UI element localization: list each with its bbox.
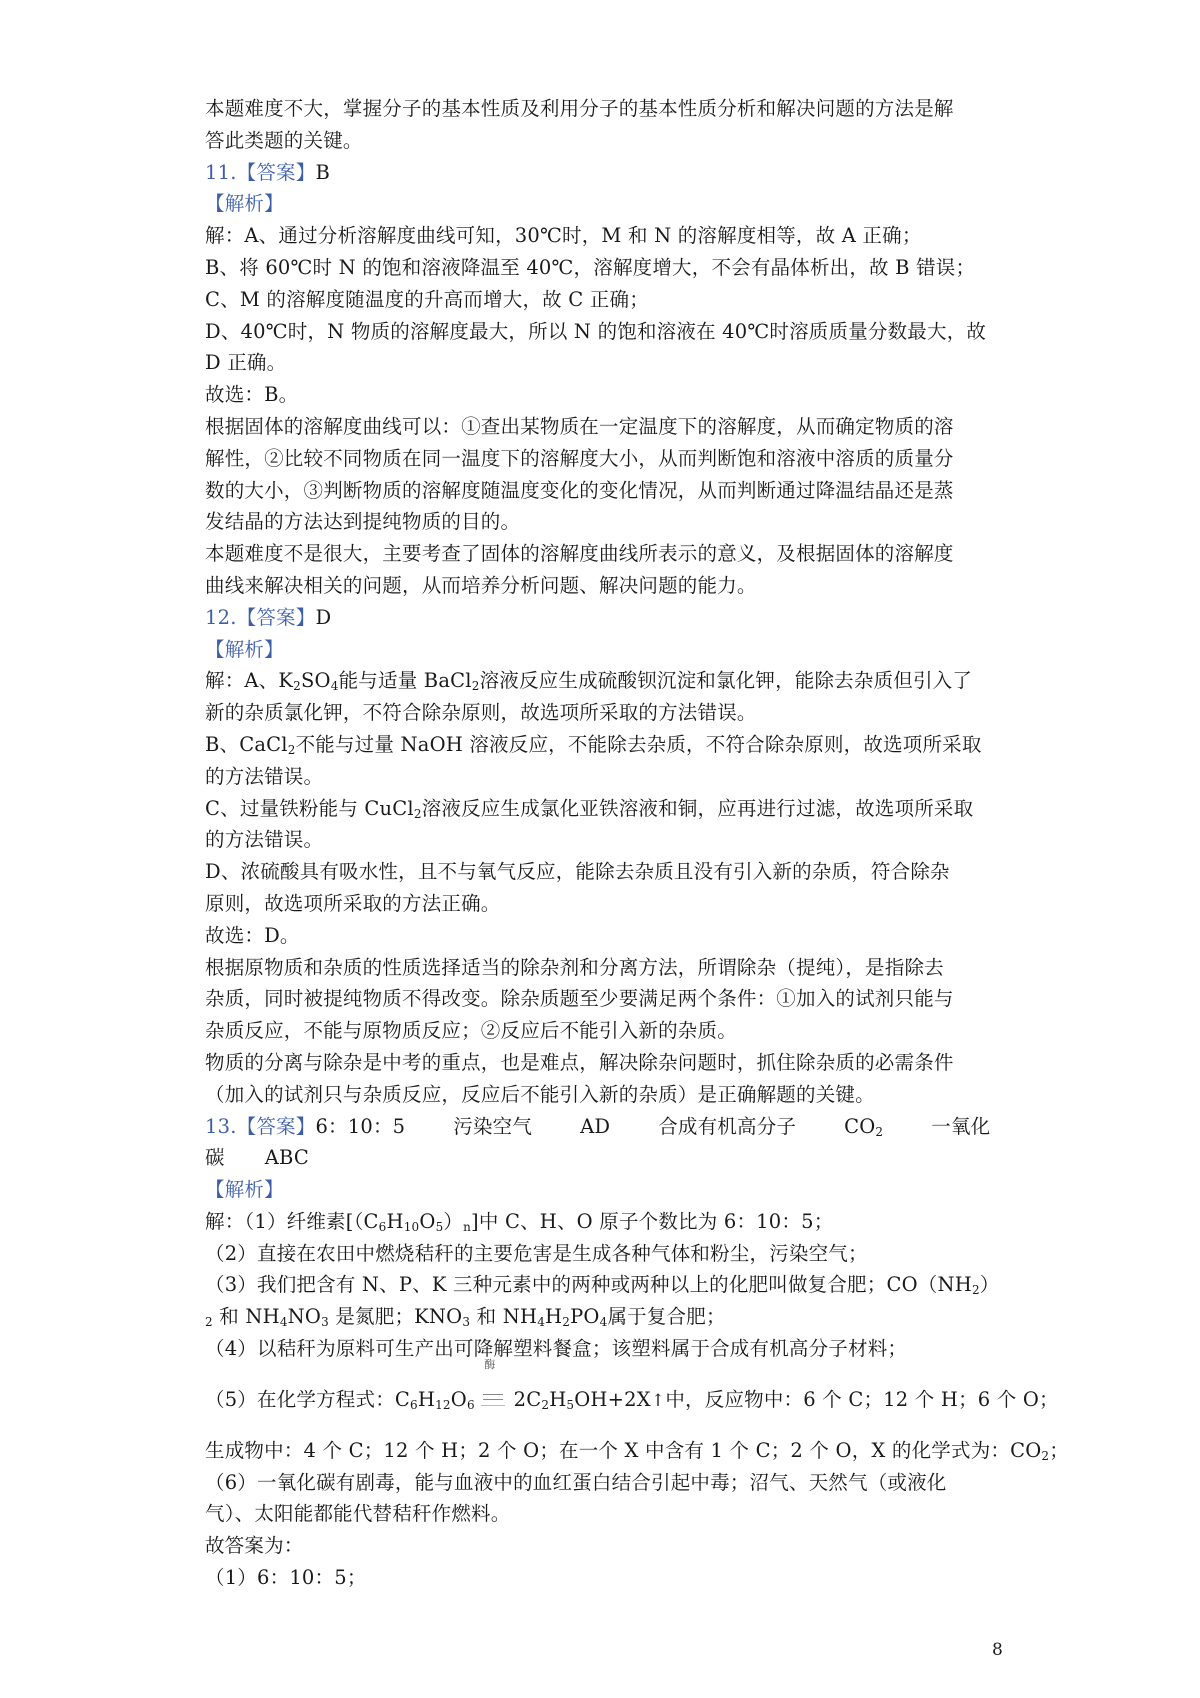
text-line: （3）我们把含有 N、P、K 三种元素中的两种或两种以上的化肥叫做复合肥；$CO(NH_2)$ <box>205 1273 1000 1298</box>
text-line: 解：A、$K_2SO_4$能与适量 BaCl$_2$溶液反应生成硫酸钡沉淀和氯化钾，能除去杂质但引入了 <box>205 669 973 694</box>
answer-value: 碳 <box>205 1146 225 1170</box>
text-line: 解：（1）纤维素$[(C_6H_{10}O_5)_n]$中 C、H、O 原子个数比为 6：10：5； <box>205 1209 834 1234</box>
analysis-tag: 【解析】 <box>205 1178 284 1202</box>
answer-line-q12 <box>205 602 1005 634</box>
text-line: 杂质反应，不能与原物质反应；②反应后不能引入新的杂质。 <box>205 1019 737 1043</box>
text-line: 的方法错误。 <box>205 764 324 788</box>
reaction-condition <box>481 1358 507 1415</box>
text-line: 气）、太阳能都能代替秸秆作燃料。 <box>205 1502 511 1526</box>
answer-value: $CO_2$ <box>844 1114 884 1139</box>
text-line: （1）6：10：5； <box>205 1566 367 1590</box>
text-line: 本题难度不大，掌握分子的基本性质及利用分子的基本性质分析和解决问题的方法是解 <box>205 97 954 120</box>
text-line: 故选：B。 <box>205 383 299 407</box>
text-line: （4）以秸秆为原料可生产出可降解塑料餐盒；该塑料属于合成有机高分子材料； <box>205 1337 908 1361</box>
text-line: 的方法错误。 <box>205 828 324 852</box>
answer-value: AD <box>580 1114 611 1138</box>
text-line: 解：A、通过分析溶解度曲线可知，30℃时，M 和 N 的溶解度相等，故 A 正确； <box>205 224 922 248</box>
text-line: （6）一氧化碳有剧毒，能与血液中的血红蛋白结合引起中毒；沼气、天然气（或液化 <box>205 1470 947 1494</box>
text-line: 根据原物质和杂质的性质选择适当的除杂剂和分离方法，所谓除杂（提纯），是指除去 <box>205 955 944 979</box>
text-line: 解性，②比较不同物质在同一温度下的溶解度大小，从而判断饱和溶液中溶质的质量分 <box>205 446 954 470</box>
answer-value: B <box>315 160 330 184</box>
question-number: 13. <box>205 1114 237 1138</box>
document-body <box>205 93 1069 1594</box>
text-line: 故答案为： <box>205 1534 304 1558</box>
answer-value: D <box>315 605 332 629</box>
text-line: D、40℃时，N 物质的溶解度最大，所以 N 的饱和溶液在 40℃时溶质质量分数最大，故 <box>205 319 987 343</box>
answer-tag: 【答案】 <box>236 160 316 184</box>
text-line: 曲线来解决相关的问题，从而培养分析问题、解决问题的能力。 <box>205 573 757 597</box>
text-line: C、过量铁粉能与 CuCl$_2$溶液反应生成氯化亚铁溶液和铜，应再进行过滤，故选项所采取 <box>205 796 974 821</box>
analysis-tag: 【解析】 <box>205 637 284 661</box>
gas-arrow-icon: ↑ <box>650 1390 666 1411</box>
answer-value: 合成有机高分子 <box>658 1114 797 1138</box>
text-line: 数的大小，③判断物质的溶解度随温度变化的变化情况，从而判断通过降温结晶还是蒸 <box>205 478 954 502</box>
text-line: D 正确。 <box>205 351 287 375</box>
text-line: 原则，故选项所采取的方法正确。 <box>205 891 501 915</box>
question-number: 11. <box>205 160 237 184</box>
text-line: 新的杂质氯化钾，不符合除杂原则，故选项所采取的方法错误。 <box>205 701 757 725</box>
text-line: B、CaCl$_2$不能与过量 NaOH 溶液反应，不能除去杂质，不符合除杂原则，故选项所采取 <box>205 732 982 757</box>
text-line: B、将 60℃时 N 的饱和溶液降温至 40℃，溶解度增大，不会有晶体析出，故 B 错误； <box>205 255 976 279</box>
text-line: （加入的试剂只与杂质反应，反应后不能引入新的杂质）是正确解题的关键。 <box>205 1082 875 1106</box>
text-line: D、浓硫酸具有吸水性，且不与氧气反应，能除去杂质且没有引入新的杂质，符合除杂 <box>205 860 950 884</box>
analysis-tag: 【解析】 <box>205 192 284 216</box>
equation-line: （5）在化学方程式：$C_6H_{12}O_6$ 酶 $2C_2H_5OH+2X↑$中，反应物中：6 个 C；12 个 H；6 个 O； <box>205 1365 1005 1435</box>
question-number: 12. <box>205 605 237 629</box>
answer-value: 一氧化 <box>931 1114 991 1138</box>
answer-tag: 【答案】 <box>236 1114 316 1138</box>
text-line: 物质的分离与除杂是中考的重点，也是难点，解决除杂问题时，抓住除杂质的必需条件 <box>205 1050 954 1074</box>
answer-value: 6：10：5 <box>315 1114 406 1138</box>
text-line: C、M 的溶解度随温度的升高而增大，故 C 正确； <box>205 287 649 311</box>
answer-line-q11 <box>205 157 1005 189</box>
text-line: （2）直接在农田中燃烧秸秆的主要危害是生成各种气体和粉尘，污染空气； <box>205 1241 868 1265</box>
text-line: 故选：D。 <box>205 923 300 947</box>
answer-line-q13 <box>205 1111 1005 1143</box>
answer-value: ABC <box>264 1146 309 1170</box>
text-line: 生成物中：4 个 C；12 个 H；2 个 O；在一个 X 中含有 1 个 C；2 个 O，X 的化学式为：$CO_2$； <box>205 1438 1069 1463</box>
answer-value: 污染空气 <box>453 1114 533 1138</box>
text-line: 答此类题的关键。 <box>205 128 363 152</box>
text-line: 杂质，同时被提纯物质不得改变。除杂质题至少要满足两个条件：①加入的试剂只能与 <box>205 987 954 1011</box>
answer-tag: 【答案】 <box>236 605 316 629</box>
text-line: 本题难度不是很大，主要考查了固体的溶解度曲线所表示的意义，及根据固体的溶解度 <box>205 542 954 566</box>
page-number: 8 <box>992 1640 1003 1660</box>
answer-line-q13-cont <box>205 1142 1005 1174</box>
enzyme-label: 酶 <box>484 1358 496 1372</box>
text-line: 根据固体的溶解度曲线可以：①查出某物质在一定温度下的溶解度，从而确定物质的溶 <box>205 414 954 438</box>
text-line: 发结晶的方法达到提纯物质的目的。 <box>205 510 521 534</box>
text-line: $_2$ 和 $NH_4NO_3$ 是氮肥；$KNO_3$ 和 $NH_4H_2PO_4$属于复合肥； <box>205 1305 726 1330</box>
